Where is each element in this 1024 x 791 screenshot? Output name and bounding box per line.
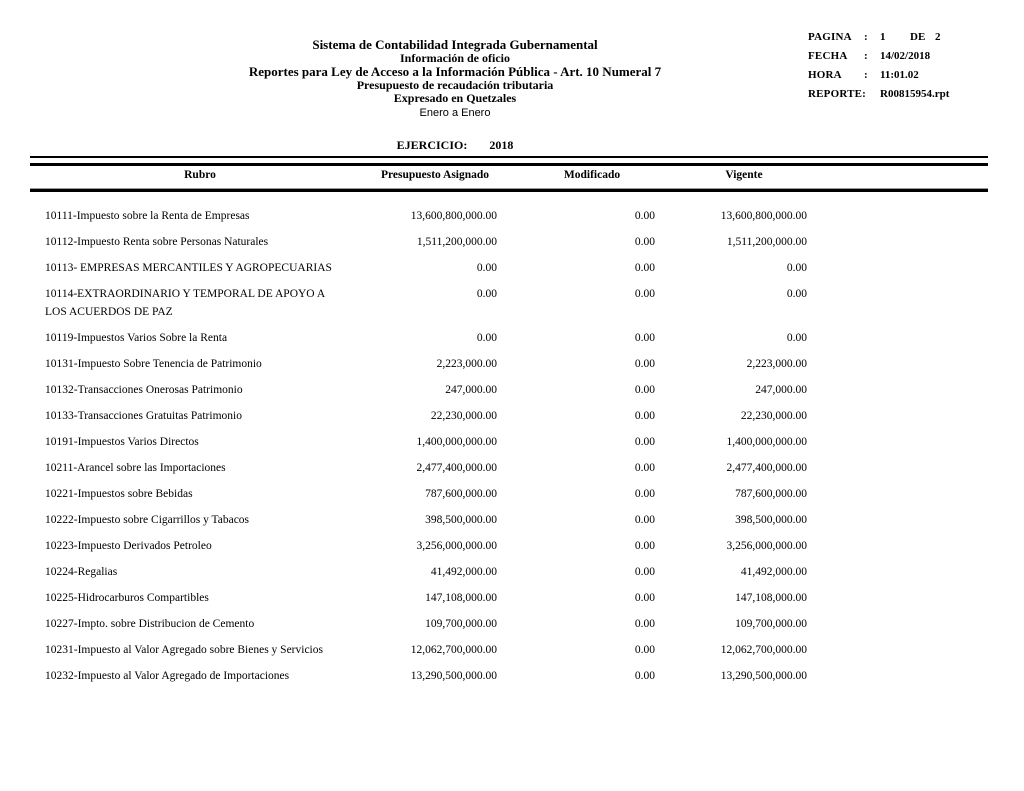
cell-modificado: 0.00	[634, 210, 655, 222]
title-system: Sistema de Contabilidad Integrada Gubernamental	[312, 37, 598, 52]
cell-vigente: 0.00	[786, 332, 807, 344]
cell-rubro: 10114-EXTRAORDINARIO Y TEMPORAL DE APOYO A LOS ACUERDOS DE PAZ	[45, 288, 325, 318]
cell-rubro: 10111-Impuesto sobre la Renta de Empresas	[45, 210, 250, 222]
table-row	[30, 255, 988, 281]
title-presupuesto: Presupuesto de recaudación tributaria	[356, 77, 554, 92]
cell-modificado: 0.00	[634, 670, 655, 682]
cell-modificado: 0.00	[634, 488, 655, 500]
page-current: 1	[880, 31, 886, 43]
cell-vigente: 2,223,000.00	[746, 358, 807, 370]
cell-vigente: 398,500,000.00	[735, 514, 807, 526]
table-row	[30, 637, 988, 663]
page-total: 2	[935, 31, 941, 43]
page-de-label: DE	[910, 31, 926, 43]
cell-modificado: 0.00	[634, 566, 655, 578]
hora-label: HORA	[808, 69, 842, 81]
table-row	[30, 663, 988, 689]
table-row	[30, 429, 988, 455]
cell-presupuesto-asignado: 109,700,000.00	[425, 618, 497, 630]
header-modificado: Modificado	[563, 169, 621, 181]
title-ley-acceso: Reportes para Ley de Acceso a la Información Pública - Art. 10 Numeral 7	[248, 64, 662, 79]
cell-rubro: 10232-Impuesto al Valor Agregado de Importaciones	[45, 670, 290, 682]
cell-presupuesto-asignado: 147,108,000.00	[425, 592, 497, 604]
cell-rubro: 10132-Transacciones Onerosas Patrimonio	[45, 384, 243, 396]
cell-vigente: 0.00	[786, 262, 807, 274]
cell-modificado: 0.00	[634, 262, 655, 274]
cell-modificado: 0.00	[634, 410, 655, 422]
cell-rubro: 10119-Impuestos Varios Sobre la Renta	[45, 332, 228, 344]
cell-rubro: 10113- EMPRESAS MERCANTILES Y AGROPECUARIAS	[45, 262, 332, 274]
table-row	[30, 281, 988, 325]
cell-modificado: 0.00	[634, 358, 655, 370]
cell-rubro: 10231-Impuesto al Valor Agregado sobre Bienes y Servicios	[45, 644, 323, 656]
cell-rubro: 10221-Impuestos sobre Bebidas	[45, 488, 193, 500]
cell-presupuesto-asignado: 398,500,000.00	[425, 514, 497, 526]
cell-modificado: 0.00	[634, 236, 655, 248]
cell-vigente: 3,256,000,000.00	[726, 540, 807, 552]
cell-rubro: 10224-Regalias	[45, 566, 118, 578]
hora-value: 11:01.02	[880, 69, 919, 81]
cell-modificado: 0.00	[634, 592, 655, 604]
cell-modificado: 0.00	[634, 618, 655, 630]
cell-vigente: 12,062,700,000.00	[720, 644, 807, 656]
report-title-block	[0, 38, 910, 120]
cell-presupuesto-asignado: 12,062,700,000.00	[410, 644, 497, 656]
cell-rubro: 10131-Impuesto Sobre Tenencia de Patrimonio	[45, 358, 262, 370]
table-row	[30, 325, 988, 351]
fecha-colon: :	[864, 50, 868, 62]
pagina-label: PAGINA	[808, 31, 852, 43]
cell-presupuesto-asignado: 0.00	[476, 288, 497, 300]
pagina-colon: :	[864, 31, 868, 43]
cell-modificado: 0.00	[634, 644, 655, 656]
table-row	[30, 351, 988, 377]
fecha-label: FECHA	[808, 50, 848, 62]
ejercicio-value: 2018	[489, 138, 514, 152]
cell-presupuesto-asignado: 787,600,000.00	[425, 488, 497, 500]
table-row	[30, 203, 988, 229]
cell-modificado: 0.00	[634, 514, 655, 526]
table-row	[30, 585, 988, 611]
cell-vigente: 0.00	[786, 288, 807, 300]
cell-presupuesto-asignado: 2,477,400,000.00	[416, 462, 497, 474]
cell-presupuesto-asignado: 13,600,800,000.00	[410, 210, 497, 222]
cell-presupuesto-asignado: 247,000.00	[445, 384, 497, 396]
cell-rubro: 10227-Impto. sobre Distribucion de Cemento	[45, 618, 255, 630]
title-period: Enero a Enero	[419, 106, 491, 119]
hora-colon: :	[864, 69, 868, 81]
cell-modificado: 0.00	[634, 288, 655, 300]
cell-presupuesto-asignado: 0.00	[476, 332, 497, 344]
cell-modificado: 0.00	[634, 436, 655, 448]
ejercicio-label: EJERCICIO:	[396, 138, 468, 152]
header-presupuesto-asignado: Presupuesto Asignado	[380, 169, 490, 181]
cell-rubro: 10223-Impuesto Derivados Petroleo	[45, 540, 212, 552]
fecha-value: 14/02/2018	[880, 50, 931, 62]
table-row	[30, 611, 988, 637]
table-row	[30, 481, 988, 507]
table-row	[30, 377, 988, 403]
header-rubro: Rubro	[184, 169, 216, 181]
cell-vigente: 247,000.00	[755, 384, 807, 396]
cell-presupuesto-asignado: 13,290,500,000.00	[410, 670, 497, 682]
cell-presupuesto-asignado: 1,400,000,000.00	[416, 436, 497, 448]
table-row	[30, 559, 988, 585]
reporte-label: REPORTE:	[808, 88, 867, 100]
cell-rubro: 10191-Impuestos Varios Directos	[45, 436, 199, 448]
cell-presupuesto-asignado: 3,256,000,000.00	[416, 540, 497, 552]
table-row	[30, 403, 988, 429]
table-row	[30, 455, 988, 481]
cell-presupuesto-asignado: 0.00	[476, 262, 497, 274]
cell-rubro: 10133-Transacciones Gratuitas Patrimonio	[45, 410, 242, 422]
reporte-value: R00815954.rpt	[880, 88, 950, 100]
cell-modificado: 0.00	[634, 540, 655, 552]
table-body	[30, 203, 988, 689]
cell-rubro: 10225-Hidrocarburos Compartibles	[45, 592, 209, 604]
cell-modificado: 0.00	[634, 332, 655, 344]
ejercicio-line	[0, 138, 910, 153]
cell-presupuesto-asignado: 22,230,000.00	[430, 410, 497, 422]
title-quetzales: Expresado en Quetzales	[393, 91, 517, 105]
table-row	[30, 229, 988, 255]
cell-vigente: 22,230,000.00	[740, 410, 807, 422]
title-info-oficio: Información de oficio	[400, 50, 510, 65]
cell-modificado: 0.00	[634, 384, 655, 396]
table-header-bottom-rule	[30, 188, 988, 192]
cell-rubro: 10222-Impuesto sobre Cigarrillos y Tabacos	[45, 514, 250, 526]
cell-presupuesto-asignado: 41,492,000.00	[430, 566, 497, 578]
cell-rubro: 10112-Impuesto Renta sobre Personas Naturales	[45, 236, 269, 248]
cell-vigente: 13,600,800,000.00	[720, 210, 807, 222]
table-header-row	[30, 169, 988, 181]
cell-presupuesto-asignado: 1,511,200,000.00	[416, 236, 497, 248]
cell-vigente: 1,400,000,000.00	[726, 436, 807, 448]
cell-vigente: 1,511,200,000.00	[726, 236, 807, 248]
table-top-rule	[30, 156, 988, 166]
cell-vigente: 2,477,400,000.00	[726, 462, 807, 474]
cell-modificado: 0.00	[634, 462, 655, 474]
table-row	[30, 533, 988, 559]
cell-rubro: 10211-Arancel sobre las Importaciones	[45, 462, 226, 474]
cell-vigente: 147,108,000.00	[735, 592, 807, 604]
table-row	[30, 507, 988, 533]
cell-vigente: 109,700,000.00	[735, 618, 807, 630]
header-vigente: Vigente	[725, 169, 763, 181]
cell-vigente: 13,290,500,000.00	[720, 670, 807, 682]
cell-presupuesto-asignado: 2,223,000.00	[436, 358, 497, 370]
cell-vigente: 787,600,000.00	[735, 488, 807, 500]
cell-vigente: 41,492,000.00	[740, 566, 807, 578]
